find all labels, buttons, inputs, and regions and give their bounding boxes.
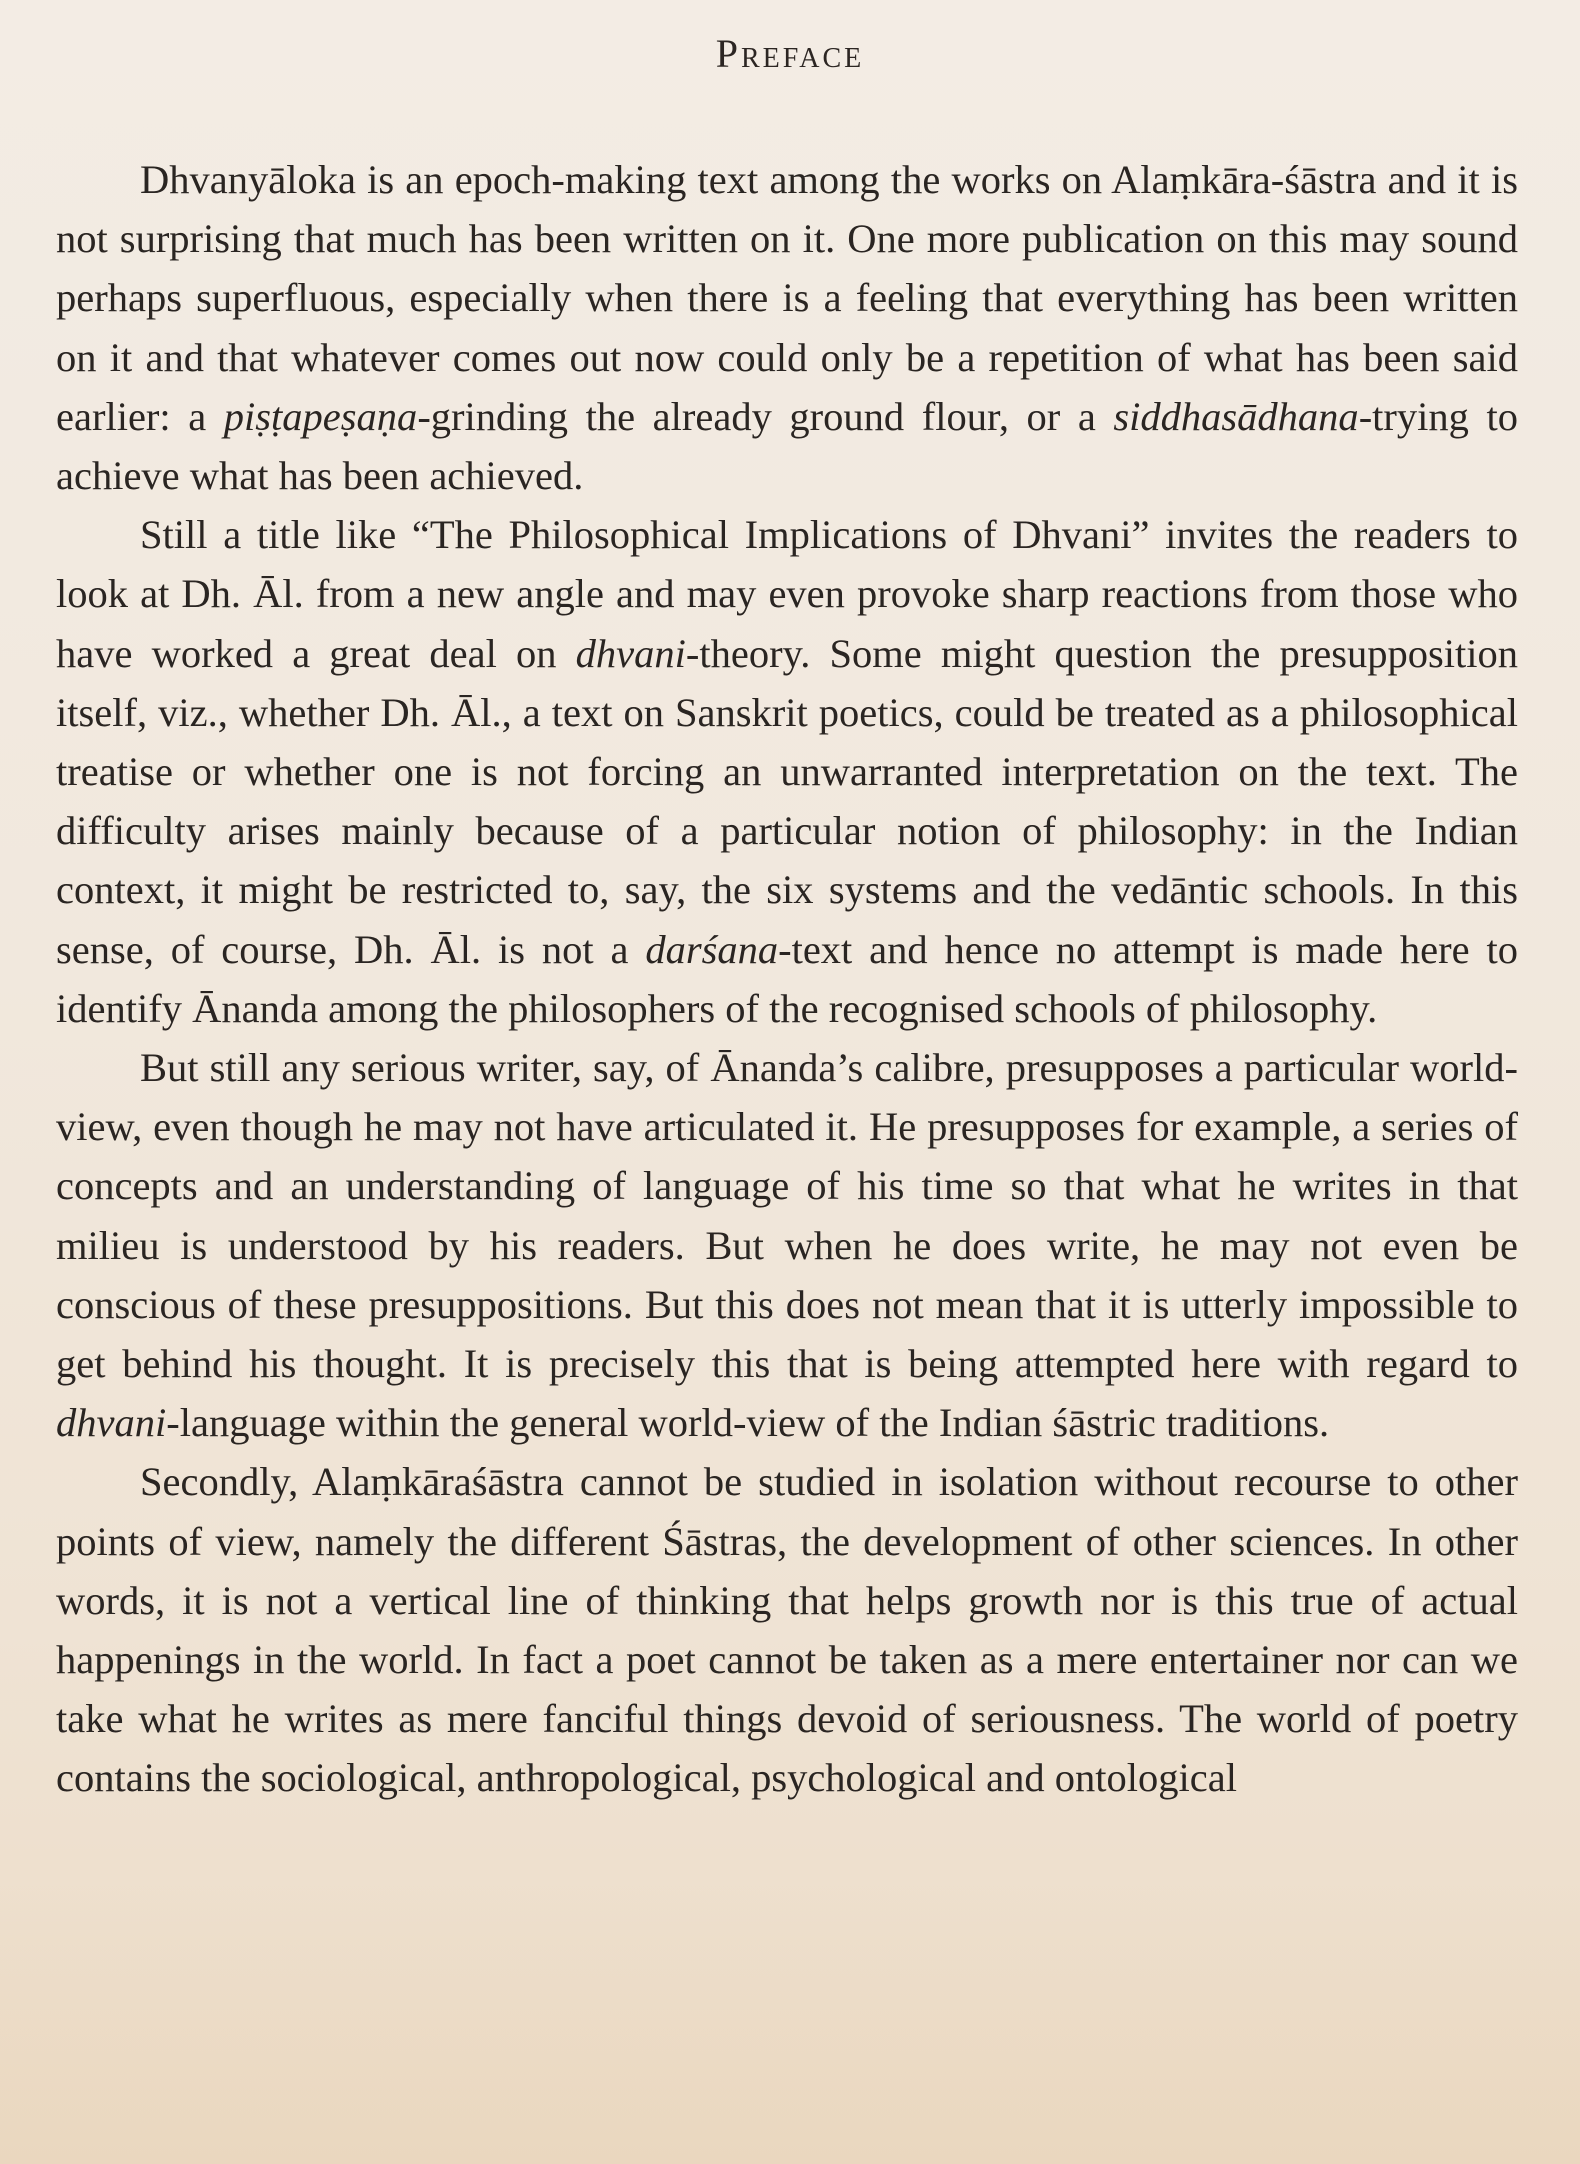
paragraph-segment-italic: dhvani bbox=[56, 1400, 167, 1446]
paragraph-segment: -language within the general world-view of the Indian śāstric traditions. bbox=[166, 1400, 1330, 1446]
body-text bbox=[56, 150, 1518, 1808]
paragraph-segment-italic: dhvani bbox=[575, 630, 686, 676]
paragraph-segment-italic: darśana bbox=[645, 926, 779, 972]
paragraph-4 bbox=[56, 1452, 1518, 1807]
paragraph-segment: But still any serious writer, say, of Ānanda’s calibre, presupposes a particular world-view, even though he may not have articulated it. He presupposes for example, a series of concepts and an understanding of language of his time so that what he writes in that milieu is understood by his readers. But when he does write, he may not even be conscious of these presuppositions. But this does not mean that it is utterly impossible to get behind his thought. It is precisely this that is being attempted here with regard to bbox=[56, 1045, 1518, 1387]
paragraph-segment: Still a title like “The Philosophical Implications of Dhvani” invites the readers to look at Dh. Āl. from a new angle and may even provoke sharp reactions from those who have worked a great deal on bbox=[56, 512, 1518, 676]
paragraph-segment: -theory. Some might question the presupposition itself, viz., whether Dh. Āl., a text on Sanskrit poetics, could be treated as a philosophical treatise or whether one is not forcing an unwarranted interpretation on the text. The difficulty arises mainly because of a particular notion of philosophy: in the Indian context, it might be restricted to, say, the six systems and the vedāntic schools. In this sense, of course, Dh. Āl. is not a bbox=[56, 630, 1518, 972]
paragraph-1 bbox=[56, 150, 1518, 505]
paragraph-2 bbox=[56, 505, 1518, 1038]
paragraph-segment: -trying to achieve what has been achieved. bbox=[56, 393, 1518, 499]
paragraph-3 bbox=[56, 1038, 1518, 1452]
paragraph-segment-italic: siddhasādhana bbox=[1113, 393, 1359, 439]
page-title: Preface bbox=[715, 31, 865, 76]
paper-shading bbox=[0, 1884, 1580, 2164]
paragraph-segment: Secondly, Alaṃkāraśāstra cannot be studied in isolation without recourse to other points of view, namely the different Śāstras, the development of other sciences. In other words, it is not a vertical line of thinking that helps growth nor is this true of actual happenings in the world. In fact a poet cannot be taken as a mere entertainer nor can we take what he writes as mere fanciful things devoid of seriousness. The world of poetry contains the sociological, anthropological, psychological and ontological bbox=[56, 1459, 1518, 1801]
paragraph-segment: Dhvanyāloka is an epoch-making text among the works on Alaṃkāra-śāstra and it is not surprising that much has been written on it. One more publication on this may sound perhaps superfluous, especially when there is a feeling that everything has been written on it and that whatever comes out now could only be a repetition of what has been said earlier: a bbox=[56, 157, 1518, 439]
paragraph-segment: -text and hence no attempt is made here to identify Ānanda among the philosophers of the recognised schools of philosophy. bbox=[56, 926, 1518, 1031]
paragraph-segment: -grinding the already ground flour, or a bbox=[417, 393, 1114, 439]
paragraph-segment-italic: piṣṭapeṣaṇa bbox=[223, 393, 418, 439]
